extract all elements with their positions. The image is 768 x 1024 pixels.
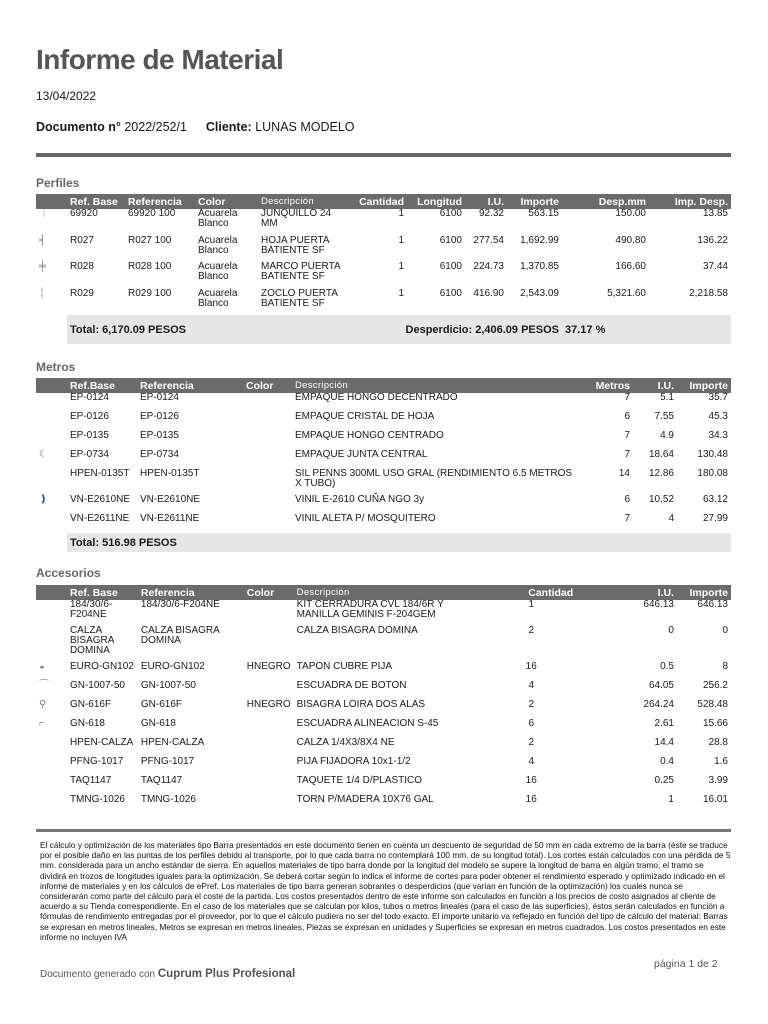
profile-marco-icon: ╪ [39, 261, 47, 272]
table-row [36, 289, 731, 316]
cell-cantidad: 1 [398, 208, 404, 219]
cell-importe: 3.99 [708, 775, 728, 786]
cell-descripcion: KIT CERRADURA CVL 184/6R Y MANILLA GEMINIS F-204GEM [296, 599, 444, 620]
cell-ref-base: EURO-GN102 [69, 661, 134, 672]
cell-ref-base: 69920 [70, 208, 98, 219]
table-row [36, 757, 731, 776]
cell-descripcion: HOJA PUERTA BATIENTE SF [261, 234, 329, 256]
col-referencia: Referencia [128, 195, 182, 208]
cell-color: Acuarela Blanco [198, 287, 238, 309]
cell-descripcion: JUNQUILLO 24 MM [261, 208, 332, 229]
cell-referencia: R027 100 [128, 234, 172, 246]
cell-iu: 0 [668, 625, 674, 636]
cell-cantidad: 16 [525, 661, 537, 672]
cell-cantidad: 2 [528, 737, 535, 748]
perfiles-total: Total: 6,170.09 PESOS [67, 315, 344, 344]
cell-importe: 27.99 [702, 513, 728, 524]
cell-iu: 1 [668, 794, 674, 805]
metros-total: Total: 516.98 PESOS [67, 533, 731, 552]
cell-ref-base: EP-0126 [70, 411, 109, 422]
col-color: Color [246, 379, 274, 392]
accesorios-header-row [36, 585, 731, 600]
cell-referencia: EP-0126 [140, 411, 179, 422]
page-title: Informe de Material [36, 44, 284, 75]
cell-color [244, 681, 294, 700]
cell-descripcion: TORN P/MADERA 10X76 GAL [296, 794, 434, 805]
cell-cantidad: 6 [528, 718, 535, 729]
cell-ref-base: R028 [70, 261, 94, 272]
table-row [36, 662, 731, 681]
col-imp-desp: Imp. Desp. [674, 195, 728, 208]
cell-importe: 63.12 [702, 494, 728, 505]
cell-referencia: CALZA BISAGRA DOMINA [140, 625, 220, 646]
cell-color [243, 412, 292, 431]
table-row [36, 600, 731, 626]
cell-referencia: EP-0135 [140, 430, 179, 441]
cell-cantidad: 16 [525, 775, 537, 786]
metros-total-row [36, 533, 731, 552]
cell-cantidad: 1 [398, 261, 404, 272]
cell-iu: 4 [668, 513, 674, 524]
cell-descripcion: CALZA BISAGRA DOMINA [296, 625, 418, 636]
cell-color [244, 738, 294, 757]
cell-iu: 0.5 [660, 661, 674, 672]
table-row [36, 450, 731, 469]
cell-referencia: HPEN-CALZA [140, 737, 205, 748]
cell-color [243, 469, 292, 495]
cell-referencia: R029 100 [128, 287, 172, 299]
cell-importe: 45.3 [708, 411, 728, 422]
col-importe: Importe [689, 586, 728, 599]
cell-referencia: VN-E2610NE [140, 494, 201, 505]
cell-importe: 180.08 [697, 468, 728, 479]
cell-iu: 224.73 [473, 261, 504, 272]
cell-desp-mm: 150.00 [615, 208, 646, 219]
table-row [36, 626, 731, 662]
cell-color [243, 495, 292, 514]
cell-referencia: 184/30/6-F204NE [140, 599, 220, 610]
cell-metros: 6 [624, 411, 630, 422]
cell-ref-base: GN-1007-50 [69, 680, 125, 691]
cell-imp-desp: 136.22 [697, 234, 728, 246]
cell-longitud: 6100 [439, 208, 462, 219]
cell-longitud: 6100 [439, 261, 462, 272]
cell-metros: 7 [624, 513, 630, 524]
perfiles-desperdicio-pct: 37.17 % [562, 315, 649, 344]
generated-prefix: Documento generado con [40, 969, 156, 980]
cell-descripcion: VINIL ALETA P/ MOSQUITERO [295, 513, 436, 524]
cell-iu: 646.13 [643, 599, 674, 610]
cell-imp-desp: 37.44 [702, 261, 728, 272]
cell-descripcion: EMPAQUE HONGO CENTRADO [295, 430, 444, 441]
cell-cantidad: 1 [398, 287, 404, 299]
col-cantidad: Cantidad [359, 195, 404, 208]
cell-importe: 2,543.09 [520, 287, 559, 299]
col-importe: Importe [520, 195, 559, 208]
cell-referencia: EP-0734 [140, 449, 179, 460]
cell-color [244, 795, 294, 814]
cell-descripcion: SIL PENNS 300ML USO GRAL (RENDIMIENTO 6.5 METROS X TUBO) [295, 468, 573, 489]
metros-table [36, 378, 731, 552]
cell-color: HNEGRO [246, 661, 291, 672]
cell-importe: 563.15 [528, 208, 559, 219]
cell-descripcion: VINIL E-2610 CUÑA NGO 3y [295, 494, 425, 505]
cell-metros: 6 [624, 494, 630, 505]
gasket-icon: ☾ [39, 449, 48, 460]
cell-importe: 1,370.85 [520, 261, 559, 272]
cell-cantidad: 16 [525, 794, 537, 805]
cell-color [243, 393, 292, 412]
cell-descripcion: ZOCLO PUERTA BATIENTE SF [261, 287, 338, 309]
table-row [36, 393, 731, 412]
table-row [36, 262, 731, 289]
cell-color: Acuarela Blanco [198, 261, 238, 282]
cell-color [244, 776, 294, 795]
profile-zoclo-icon: ╎ [39, 287, 46, 299]
cell-iu: 64.05 [648, 680, 674, 691]
cell-desp-mm: 166.60 [615, 261, 646, 272]
cell-descripcion: BISAGRA LOIRA DOS ALAS [296, 699, 426, 710]
cell-longitud: 6100 [439, 287, 462, 299]
perfiles-total-row [36, 315, 731, 344]
col-metros: Metros [595, 379, 630, 392]
cell-ref-base: EP-0124 [70, 392, 109, 403]
cell-referencia: EP-0124 [140, 392, 179, 403]
cell-referencia: PFNG-1017 [140, 756, 195, 767]
table-row [36, 209, 731, 236]
cell-descripcion: EMPAQUE HONGO DECENTRADO [295, 392, 458, 403]
cell-desp-mm: 490.80 [615, 234, 646, 246]
cell-cantidad: 4 [528, 756, 535, 767]
cell-referencia: GN-1007-50 [140, 680, 196, 691]
cell-cantidad: 4 [528, 680, 535, 691]
document-number-label: Documento n° [36, 120, 121, 134]
document-line [36, 120, 355, 134]
cell-iu: 18.64 [648, 449, 674, 460]
cell-ref-base: PFNG-1017 [69, 756, 124, 767]
cell-ref-base: EP-0135 [70, 430, 109, 441]
cell-importe: 0 [722, 625, 728, 636]
section-title-accesorios: Accesorios [36, 566, 101, 580]
cell-iu: 4.9 [660, 430, 674, 441]
section-title-metros: Metros [36, 360, 76, 374]
document-number: 2022/252/1 [124, 120, 187, 134]
table-row [36, 431, 731, 450]
cell-ref-base: VN-E2611NE [70, 513, 130, 524]
profile-hoja-icon: ╡ [39, 234, 47, 246]
col-descripcion: Descripción [295, 380, 348, 391]
cell-iu: 7.55 [654, 411, 674, 422]
cell-descripcion: EMPAQUE JUNTA CENTRAL [295, 449, 428, 460]
col-desp-mm: Desp.mm [598, 195, 646, 208]
col-longitud: Longitud [417, 195, 462, 208]
cell-ref-base: R029 [70, 287, 94, 299]
col-descripcion: Descripción [261, 196, 314, 207]
cell-referencia: R028 100 [128, 261, 172, 272]
col-referencia: Referencia [140, 586, 195, 599]
disclaimer-text: El cálculo y optimización de los materiales tipo Barra presentados en este documento tienen en cuenta un descuento de seguridad de 50 mm en cada extremo de la barra (éste se traduce por el posible daño en las puntas de los perfiles debido al transporte, por lo que cada barra no contemplará 100 mm. de su longitud total). Los cortes están calculados con una pérdida de 5 mm. considerada para un ancho estándar de sierra. En aquellos materiales de tipo barra donde por la longitud del modelo se supere la longitud de barra en algún tramo, el tramo se dividirá en trozos de longitudes iguales para la optimización. Se deberá cortar según lo indica el informe de cortes para poder obtener el rendimiento esperado y optimizado indicado en el informe de materiales y en los cálculos de ePref. Los materiales de tipo barra generan sobrantes o desperdicios (que varían en función de la optimización) los cuales nunca se considerarán como parte del cálculo para el coste de la partida. Los costos presentados dentro de este informe son calculados en función a los precios de costo asignados al cliente de acuerdo a su Tienda correspondiente. En el caso de los materiales que se calculan por kilos, tubos o metros lineales (para el caso de las superficies), éstos serán calculados en función a fórmulas de rendimiento entregadas por el proveedor, por lo que el cálculo pudiera no ser del todo exacto. El importe unitario va reflejado en función del tipo de cálculo del material: Barras se expresan en metros lineales, Metros se expresan en metros lineales, Piezas se expresan en unidades y Superficies se expresan en metros cuadrados. Los costos presentados en este informe no incluyen IVA [40, 840, 731, 942]
cell-iu: 92.32 [478, 208, 504, 219]
disclaimer-divider [36, 829, 731, 832]
cell-ref-base: R027 [70, 234, 94, 246]
cell-descripcion: TAQUETE 1/4 D/PLASTICO [296, 775, 423, 786]
cell-metros: 7 [624, 392, 630, 403]
cell-ref-base: TAQ1147 [69, 775, 112, 786]
cell-importe: 1.6 [714, 756, 728, 767]
cell-importe: 35.7 [708, 392, 728, 403]
cell-importe: 646.13 [697, 599, 728, 610]
perfiles-table [36, 194, 731, 344]
col-iu: I.U. [657, 586, 674, 599]
table-row [36, 795, 731, 814]
table-row [36, 700, 731, 719]
header-divider [36, 153, 731, 157]
cell-cantidad: 2 [528, 699, 535, 710]
metros-header-row [36, 378, 731, 393]
table-row [36, 776, 731, 795]
cell-iu: 264.24 [643, 699, 674, 710]
cell-imp-desp: 13.85 [702, 208, 728, 219]
cell-cantidad: 1 [528, 599, 535, 610]
cell-color: Acuarela Blanco [198, 234, 238, 256]
cell-color: HNEGRO [246, 699, 291, 710]
cell-iu: 0.4 [660, 756, 674, 767]
cell-imp-desp: 2,218.58 [689, 287, 728, 299]
cell-ref-base: GN-616F [69, 699, 112, 710]
cell-referencia: TAQ1147 [140, 775, 183, 786]
col-cantidad: Cantidad [528, 586, 574, 599]
page-number: página 1 de 2 [654, 958, 718, 970]
cell-metros: 7 [624, 449, 630, 460]
cell-referencia: VN-E2611NE [140, 513, 200, 524]
cell-importe: 8 [722, 661, 728, 672]
cell-metros: 7 [624, 430, 630, 441]
vinyl-icon: ❫ [39, 494, 48, 505]
cell-color [244, 719, 294, 738]
client-label: Cliente: [205, 120, 252, 134]
bracket-icon: ⌒ [39, 680, 49, 691]
cell-ref-base: 184/30/6-F204NE [69, 599, 113, 620]
cell-ref-base: HPEN-CALZA [69, 737, 134, 748]
cell-ref-base: VN-E2610NE [70, 494, 131, 505]
cell-importe: 130.48 [697, 449, 728, 460]
table-row [36, 719, 731, 738]
cell-descripcion: TAPON CUBRE PIJA [296, 661, 393, 672]
table-row [36, 681, 731, 700]
col-ref-base: Ref. Base [69, 586, 118, 599]
cell-ref-base: EP-0734 [70, 449, 109, 460]
cell-color [243, 431, 292, 450]
col-iu: I.U. [657, 379, 674, 392]
table-row [36, 738, 731, 757]
col-color: Color [198, 195, 226, 208]
cell-referencia: HPEN-0135T [140, 468, 200, 479]
cell-color [243, 450, 292, 469]
cell-importe: 15.66 [702, 718, 728, 729]
col-ref-base: Ref.Base [70, 379, 115, 392]
cell-iu: 416.90 [473, 287, 504, 299]
cell-cantidad: 2 [528, 625, 535, 636]
cell-importe: 528.48 [697, 699, 728, 710]
cell-iu: 0.25 [654, 775, 674, 786]
cell-referencia: EURO-GN102 [140, 661, 205, 672]
cell-ref-base: TMNG-1026 [69, 794, 125, 805]
cell-descripcion: CALZA 1/4X3/8X4 NE [296, 737, 395, 748]
table-row [36, 412, 731, 431]
cell-importe: 16.01 [702, 794, 728, 805]
cell-iu: 5.1 [660, 392, 674, 403]
cell-importe: 256.2 [702, 680, 728, 691]
perfiles-desperdicio: Desperdicio: 2,406.09 PESOS [344, 315, 562, 344]
cell-importe: 1,692.99 [520, 234, 559, 246]
table-row [36, 236, 731, 263]
accesorios-table [36, 585, 731, 814]
generated-app: Cuprum Plus Profesional [157, 968, 296, 980]
col-ref-base: Ref. Base [70, 195, 118, 208]
col-importe: Importe [689, 379, 728, 392]
col-descripcion: Descripción [296, 587, 350, 598]
cell-metros: 14 [618, 468, 630, 479]
cell-descripcion: ESCUADRA DE BOTON [296, 680, 407, 691]
table-row [36, 514, 731, 533]
cell-ref-base: CALZA BISAGRA DOMINA [69, 625, 114, 656]
cell-color [244, 600, 294, 626]
col-color: Color [246, 586, 275, 599]
cell-desp-mm: 5,321.60 [607, 287, 646, 299]
cell-color [244, 626, 294, 662]
cell-referencia: GN-616F [140, 699, 183, 710]
cell-color [243, 514, 292, 533]
cell-referencia: TMNG-1026 [140, 794, 196, 805]
table-row [36, 495, 731, 514]
cell-descripcion: PIJA FIJADORA 10x1-1/2 [296, 756, 411, 767]
col-referencia: Referencia [140, 379, 194, 392]
cell-iu: 12.86 [648, 468, 674, 479]
col-iu: I.U. [487, 195, 504, 208]
cell-color: Acuarela Blanco [198, 208, 238, 229]
cell-cantidad: 1 [398, 234, 404, 246]
corner-icon: ⌐ [39, 718, 45, 729]
cell-descripcion: MARCO PUERTA BATIENTE SF [261, 261, 341, 282]
cell-importe: 28.8 [708, 737, 728, 748]
perfiles-header-row [36, 194, 731, 209]
cell-importe: 34.3 [708, 430, 728, 441]
profile-junquillo-icon: ⏋ [39, 208, 49, 219]
cell-iu: 10.52 [648, 494, 674, 505]
table-row [36, 469, 731, 495]
cell-descripcion: EMPAQUE CRISTAL DE HOJA [295, 411, 435, 422]
report-date: 13/04/2022 [36, 89, 97, 103]
cell-descripcion: ESCUADRA ALINEACION S-45 [296, 718, 439, 729]
generated-by [40, 968, 295, 980]
cell-ref-base: HPEN-0135T [70, 468, 130, 479]
cell-iu: 277.54 [473, 234, 504, 246]
cell-longitud: 6100 [439, 234, 462, 246]
cap-icon: ◒ [39, 661, 46, 672]
cell-referencia: 69920 100 [128, 208, 176, 219]
cell-ref-base: GN-618 [69, 718, 105, 729]
cell-referencia: GN-618 [140, 718, 176, 729]
cell-iu: 2.61 [654, 718, 674, 729]
section-title-perfiles: Perfiles [36, 176, 80, 190]
cell-color [244, 757, 294, 776]
client-name: LUNAS MODELO [255, 120, 355, 134]
hinge-icon: ⚲ [39, 699, 47, 710]
cell-iu: 14.4 [654, 737, 674, 748]
